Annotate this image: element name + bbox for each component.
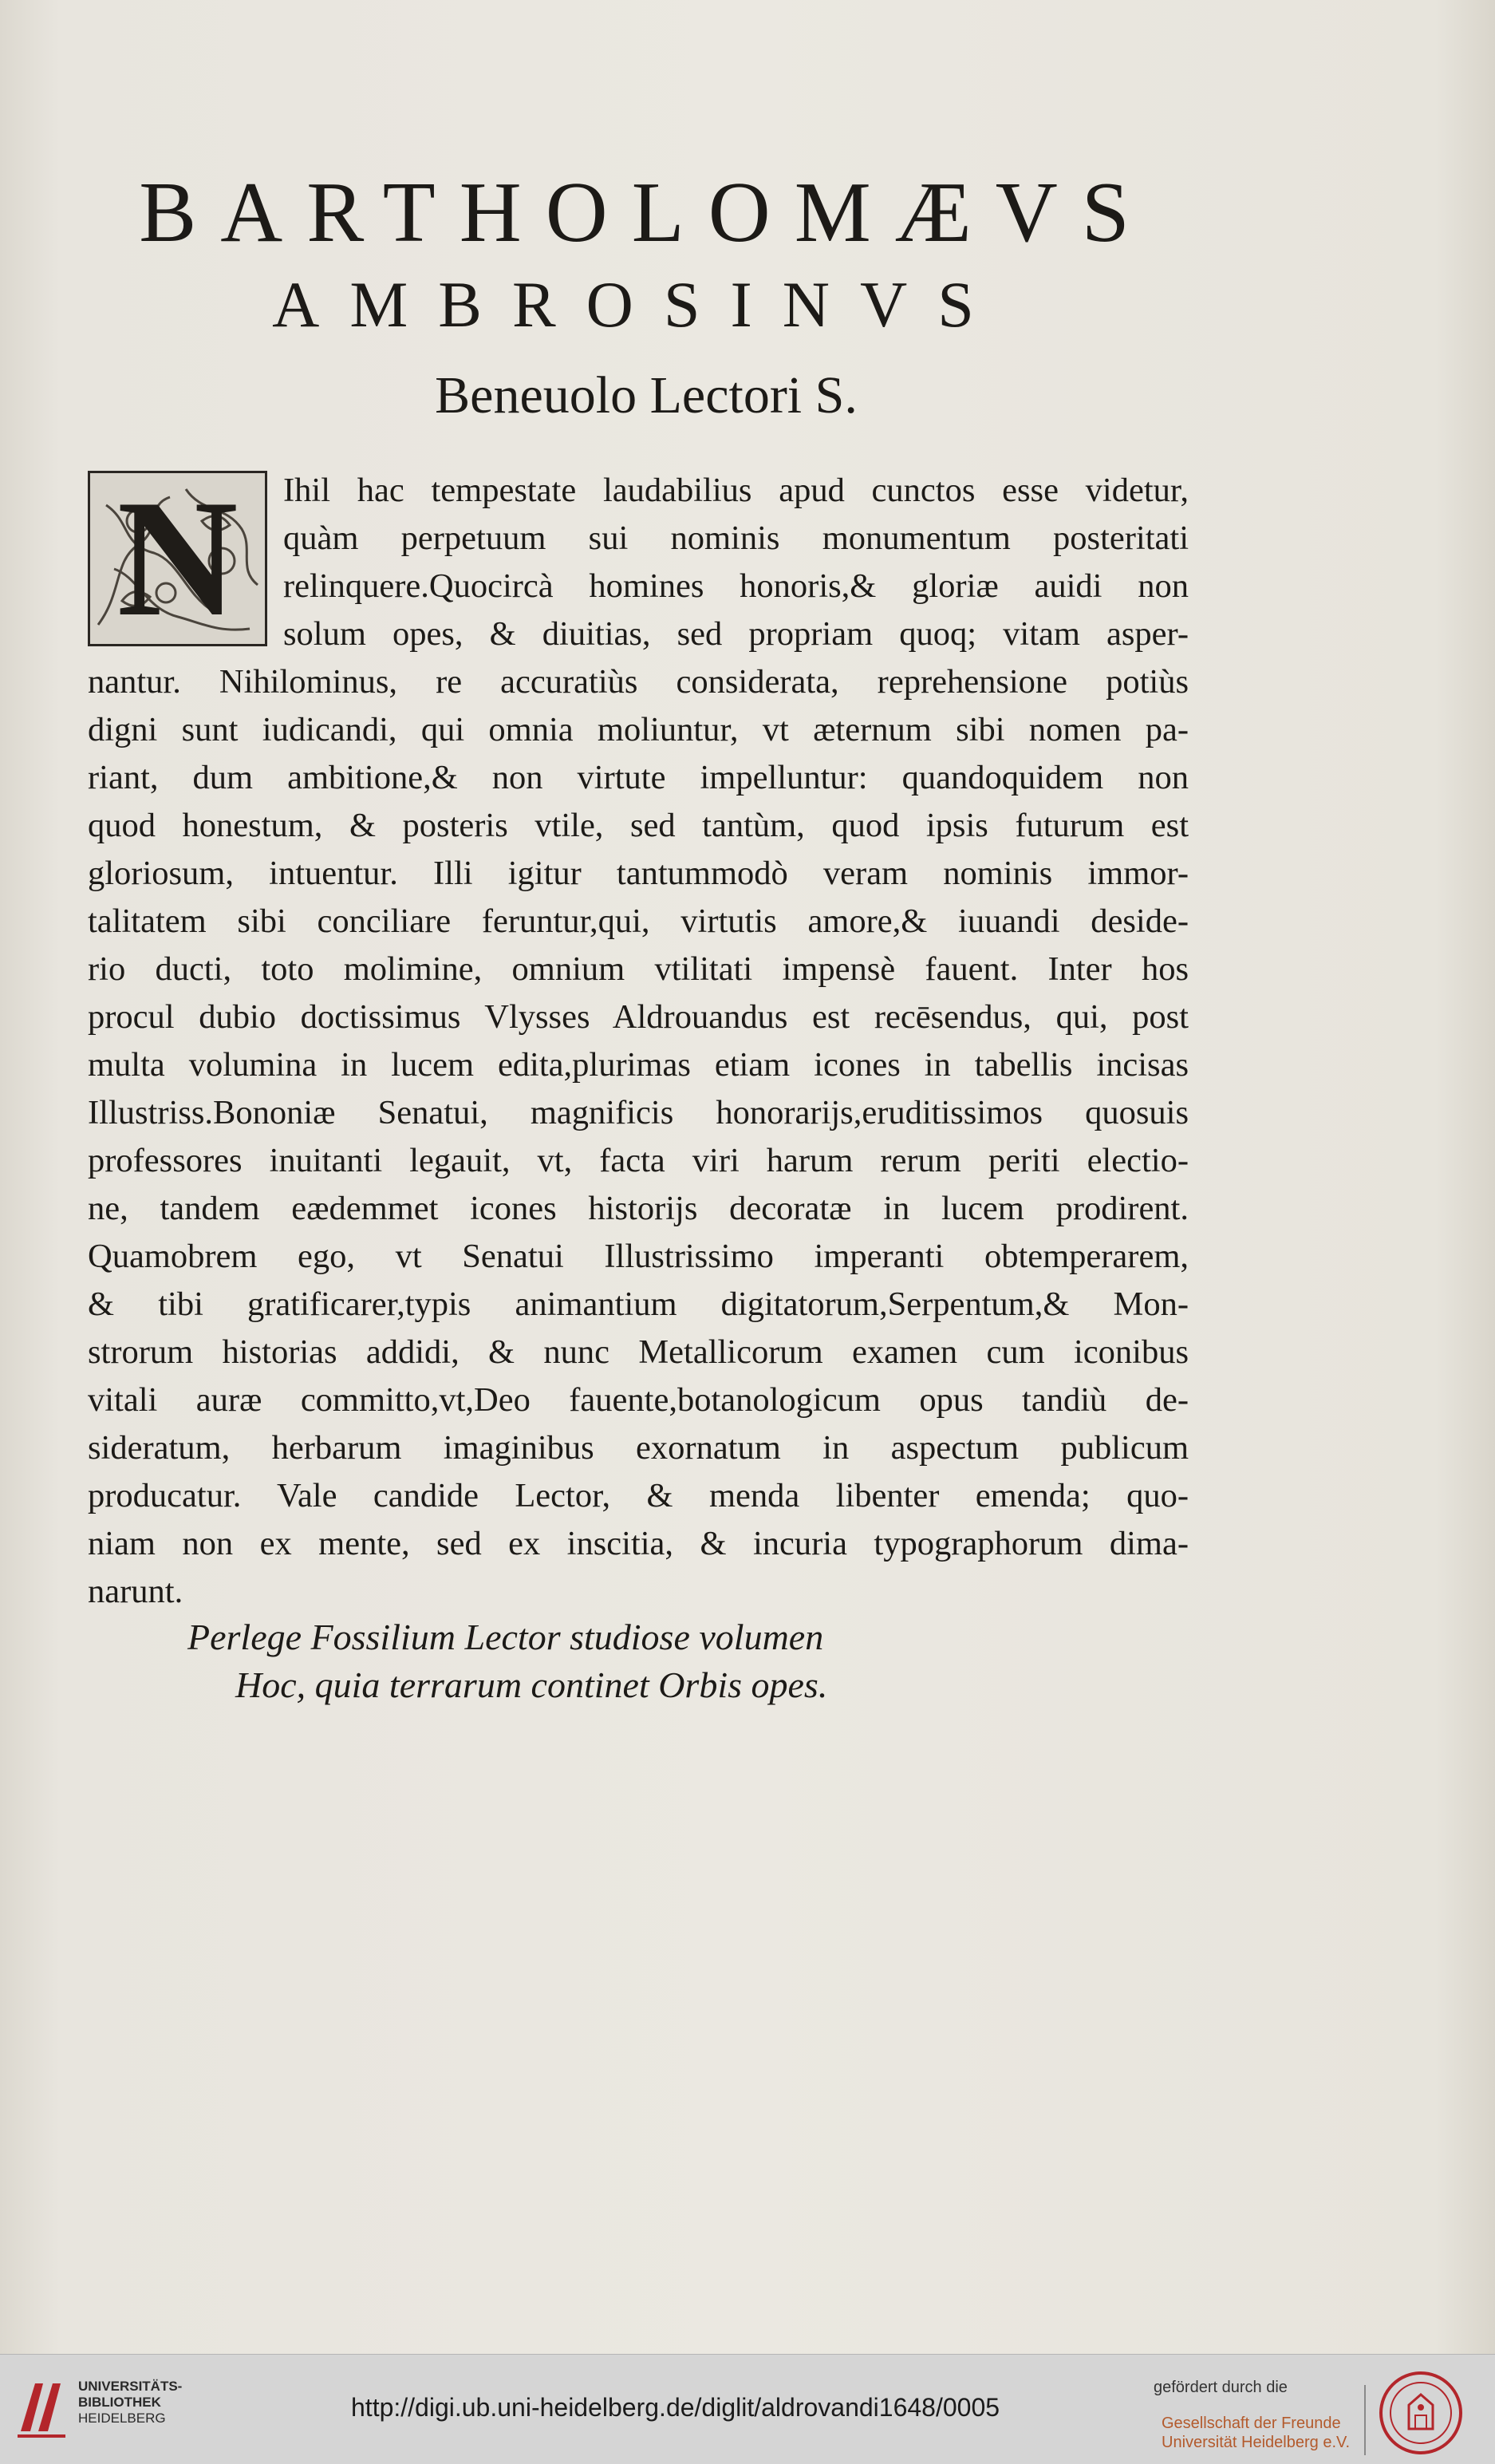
text-line: gloriosum, intuentur. Illi igitur tantummodò veram nominis immor- [88, 855, 1189, 892]
text-line: producatur. Vale candide Lector, & menda libenter emenda; quo- [88, 1477, 1189, 1514]
sponsor-name [1162, 2414, 1350, 2452]
sponsor-label: gefördert durch die [1154, 2379, 1288, 2396]
sponsor-name-line: Universität Heidelberg e.V. [1162, 2434, 1351, 2451]
closing-verse [187, 1613, 985, 1709]
text-line: Ihil hac tempestate laudabilius apud cunctos esse videtur, [283, 472, 1189, 509]
library-name-line: HEIDELBERG [78, 2411, 166, 2426]
text-line: professores inuitanti legauit, vt, facta viri harum rerum periti electio- [88, 1142, 1189, 1179]
permalink-url[interactable]: http://digi.ub.uni-heidelberg.de/diglit/aldrovandi1648/0005 [351, 2393, 1000, 2422]
text-line: relinquere.Quocircà homines honoris,& gloriæ auidi non [283, 567, 1189, 605]
text-line: Quamobrem ego, vt Senatui Illustrissimo imperanti obtemperarem, [88, 1238, 1189, 1275]
text-line: quod honestum, & posteris vtile, sed tantùm, quod ipsis futurum est [88, 807, 1189, 844]
page-title-greeting: Beneuolo Lectori S. [435, 366, 858, 424]
page-title-surname: AMBROSINVS [272, 268, 1004, 341]
verse-line: Perlege Fossilium Lector studiose volumen [187, 1617, 824, 1657]
text-line: sideratum, herbarum imaginibus exornatum in aspectum publicum [88, 1429, 1189, 1467]
sponsor-name-line: Gesellschaft der Freunde [1162, 2415, 1341, 2432]
text-line: Illustriss.Bononiæ Senatui, magnificis honorarijs,eruditissimos quosuis [88, 1094, 1189, 1131]
text-line: niam non ex mente, sed ex inscitia, & incuria typographorum dima- [88, 1525, 1189, 1562]
verse-line: Hoc, quia terrarum continet Orbis opes. [235, 1664, 828, 1705]
footer-divider [1364, 2385, 1366, 2455]
university-seal-icon [1377, 2369, 1465, 2457]
text-line: ne, tandem eædemmet icones historijs decoratæ in lucem prodirent. [88, 1190, 1189, 1227]
text-line: riant, dum ambitione,& non virtute impelluntur: quandoquidem non [88, 759, 1189, 796]
text-line: multa volumina in lucem edita,plurimas etiam icones in tabellis incisas [88, 1046, 1189, 1084]
library-logo-icon [14, 2375, 70, 2439]
text-line: & tibi gratificarer,typis animantium digitatorum,Serpentum,& Mon- [88, 1285, 1189, 1323]
text-line: digni sunt iudicandi, qui omnia moliuntur, vt æternum sibi nomen pa- [88, 711, 1189, 748]
page-title-name: BARTHOLOMÆVS [139, 165, 1154, 260]
library-name [78, 2379, 182, 2426]
text-line: narunt. [88, 1573, 183, 1610]
text-line: vitali auræ committo,vt,Deo fauente,botanologicum opus tandiù de- [88, 1381, 1189, 1419]
text-line: strorum historias addidi, & nunc Metallicorum examen cum iconibus [88, 1333, 1189, 1371]
footer-bar [0, 2354, 1495, 2464]
text-line: talitatem sibi conciliare feruntur,qui, virtutis amore,& iuuandi deside- [88, 902, 1189, 940]
library-name-line: UNIVERSITÄTS- [78, 2379, 183, 2394]
text-line: nantur. Nihilominus, re accuratiùs considerata, reprehensione potiùs [88, 663, 1189, 701]
text-line: solum opes, & diuitias, sed propriam quoq; vitam asper- [283, 615, 1189, 653]
text-line: quàm perpetuum sui nominis monumentum posteritati [283, 519, 1189, 557]
drop-cap-letter: N [116, 471, 239, 646]
library-name-line: BIBLIOTHEK [78, 2395, 161, 2410]
text-line: rio ducti, toto molimine, omnium vtilitati impensè fauent. Inter hos [88, 950, 1189, 988]
body-text [88, 467, 1189, 1616]
text-line: procul dubio doctissimus Vlysses Aldrouandus est recēsendus, qui, post [88, 998, 1189, 1036]
